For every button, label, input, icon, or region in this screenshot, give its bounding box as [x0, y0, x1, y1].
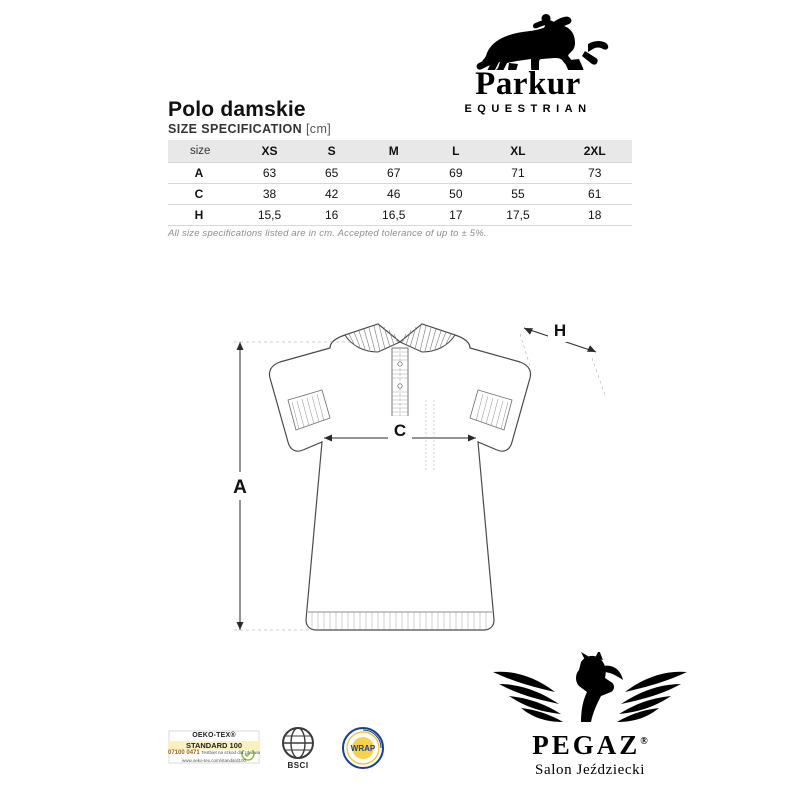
table-row: [168, 205, 632, 226]
svg-text:WRAP: WRAP: [350, 744, 376, 753]
row-label-h: H: [194, 208, 204, 222]
page-subtitle: [168, 122, 331, 136]
brand-name: Parkur: [475, 66, 581, 102]
cell-h-m: 16,5: [382, 208, 406, 222]
measure-line-h: [520, 316, 606, 398]
table-corner-label: size: [190, 145, 211, 157]
size-table-body: [168, 163, 632, 226]
wrap-badge: [334, 726, 392, 770]
page-title: Polo damskie: [168, 98, 306, 121]
cell-h-xs: 15,5: [257, 208, 282, 222]
wrap-seal-icon: [341, 726, 385, 770]
oeko-line1: OEKO-TEX®: [192, 732, 236, 739]
cell-c-l: 50: [449, 187, 463, 201]
horse-jumping-icon: [428, 8, 628, 70]
pegaz-name-text: PEGAZ: [532, 730, 641, 760]
table-header-row: [168, 140, 632, 163]
cell-a-s: 65: [324, 166, 339, 180]
bsci-badge: [272, 726, 324, 770]
tolerance-note: All size specifications listed are in cm. Accepted tolerance of up to ± 5%.: [168, 228, 487, 239]
pegaz-name: [470, 730, 710, 761]
pegasus-wings-icon: [485, 652, 695, 728]
column-header-m: M: [388, 144, 399, 158]
table-row: [168, 184, 632, 205]
measure-label-h: H: [553, 321, 567, 340]
pegaz-logo: [470, 652, 710, 779]
measure-label-a: A: [233, 477, 247, 498]
cell-a-l: 69: [449, 166, 463, 180]
certification-badges: [168, 724, 428, 782]
polo-shirt-drawing: [0, 290, 800, 650]
oeko-line5: www.oeko-tex.com/standard100: [181, 757, 247, 763]
cell-a-2xl: 73: [588, 166, 602, 180]
row-label-c: C: [194, 187, 204, 201]
column-header-s: S: [327, 144, 336, 158]
cell-c-2xl: 61: [588, 187, 602, 201]
cell-c-s: 42: [324, 187, 339, 201]
globe-icon: [281, 726, 315, 760]
column-header-l: L: [452, 144, 460, 158]
cell-c-xs: 38: [262, 187, 277, 201]
cell-a-m: 67: [387, 166, 401, 180]
pegaz-subtitle: Salon Jeździecki: [535, 762, 645, 778]
bsci-label: BSCI: [287, 761, 309, 770]
page-subtitle-unit: [cm]: [305, 122, 332, 136]
measure-label-c: C: [393, 421, 407, 440]
cell-a-xl: 71: [511, 166, 525, 180]
cell-a-xs: 63: [262, 166, 277, 180]
shirt-placket: [392, 348, 408, 426]
page-subtitle-text: SIZE SPECIFICATION: [168, 122, 303, 136]
garment-diagram: [0, 290, 800, 650]
oeko-line2: STANDARD 100: [168, 741, 260, 750]
brand-logo: [408, 8, 648, 115]
pegaz-registered: ®: [640, 736, 648, 747]
cell-h-l: 17: [449, 208, 463, 222]
cell-h-2xl: 18: [588, 208, 602, 222]
brand-subtitle: EQUESTRIAN: [464, 103, 592, 115]
size-table: [168, 140, 632, 226]
cell-h-s: 16: [324, 208, 339, 222]
oeko-line4: Testbiet na szkod dla zdrowia: [201, 750, 261, 756]
size-table-head: [168, 140, 632, 163]
column-header-2xl: 2XL: [583, 144, 606, 158]
oeko-tex-badge: [168, 730, 260, 765]
column-header-xs: XS: [261, 144, 278, 158]
cell-c-m: 46: [387, 187, 401, 201]
oeko-line3: 07100 0471: [168, 750, 200, 757]
cell-c-xl: 55: [511, 187, 525, 201]
column-header-xl: XL: [510, 144, 526, 158]
cell-h-xl: 17,5: [506, 208, 530, 222]
row-label-a: A: [194, 166, 204, 180]
table-row: [168, 163, 632, 184]
